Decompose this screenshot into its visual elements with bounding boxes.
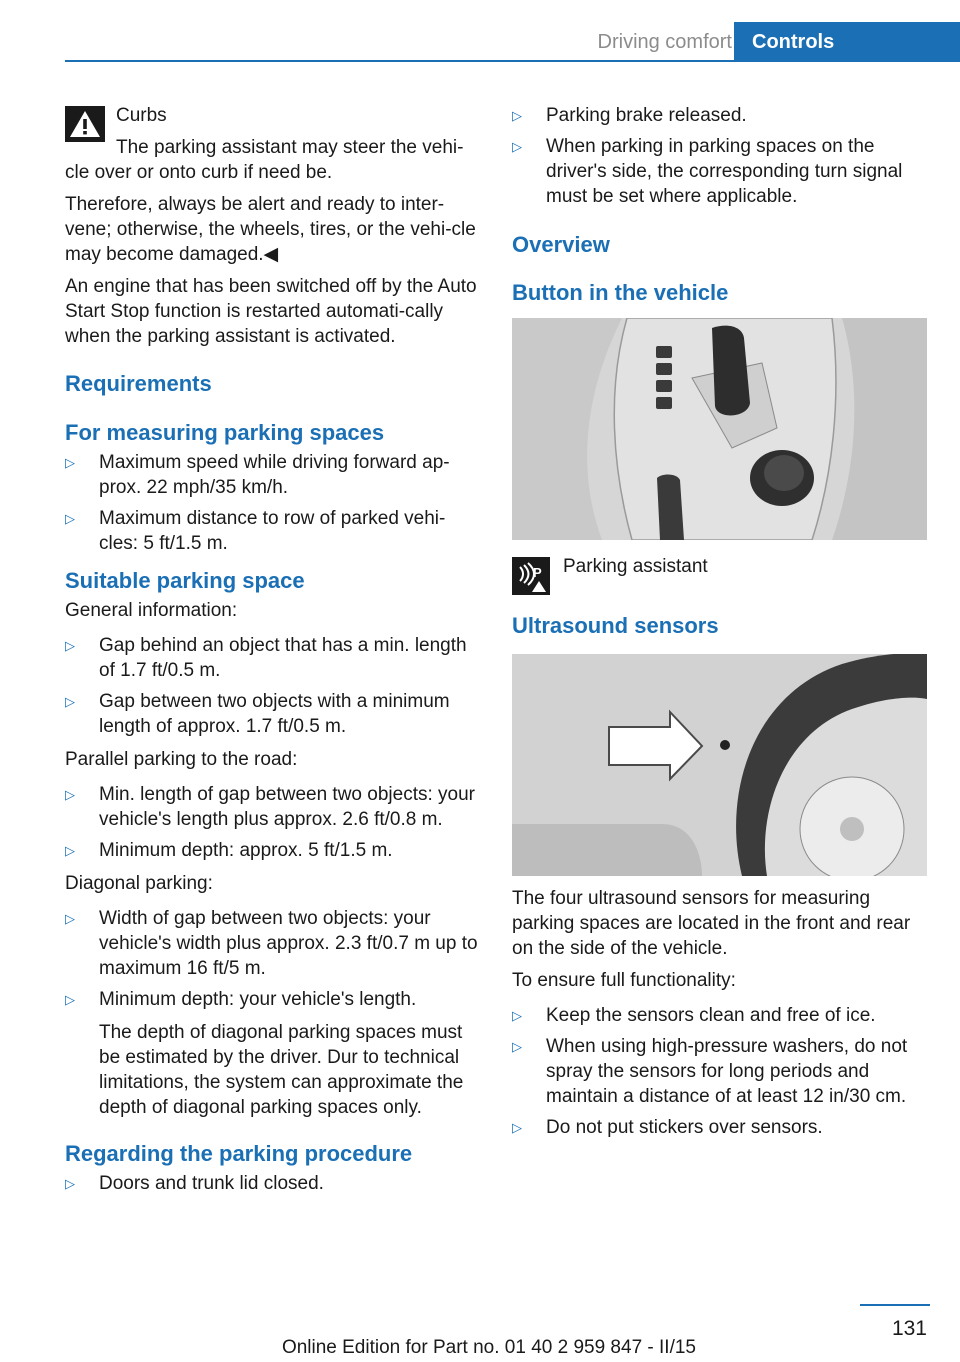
list-item: ▷ Minimum depth: your vehicle's length. The depth of diagonal parking spaces must be estimated by the driver. Dur to technical limitations, the system can approximate the depth of diagonal parking spaces only. [65,987,483,1120]
list-item: ▷ Gap between two objects with a minimum length of approx. 1.7 ft/0.5 m. [65,691,450,737]
list-item: ▷ Gap behind an object that has a min. length of 1.7 ft/0.5 m. [65,635,467,681]
triangle-bullet-icon: ▷ [512,139,522,154]
list-item: ▷ Min. length of gap between two objects: your vehicle's length plus approx. 2.6 ft/0.8 m. [65,784,476,830]
ultrasound-sensor-illustration [512,654,927,876]
header-chapter-tab: Controls [734,22,960,62]
header-section-title: Driving comfort [597,31,732,53]
heading-suitable-space: Suitable parking space [65,568,305,593]
triangle-bullet-icon: ▷ [65,843,75,858]
warning-paragraph-2: Therefore, always be alert and ready to inter-vene; otherwise, the wheels, tires, or the vehi-cle may become damaged.◀ [65,194,476,265]
triangle-bullet-icon: ▷ [65,638,75,653]
measuring-list [65,450,483,556]
warning-line1: The parking assistant may steer the vehi- [116,137,464,158]
triangle-bullet-icon: ▷ [65,787,75,802]
list-item: ▷ Maximum speed while driving forward ap-prox. 22 mph/35 km/h. [65,452,450,498]
diagonal-label: Diagonal parking: [65,873,213,894]
triangle-bullet-icon: ▷ [65,511,75,526]
list-item: ▷ Maximum distance to row of parked vehi-cles: 5 ft/1.5 m. [65,508,446,554]
general-list [65,633,483,739]
center-console-illustration [512,318,927,540]
ultrasound-paragraph: The four ultrasound sensors for measuring parking spaces are located in the front and rear on the side of the vehicle. [512,888,911,959]
heading-overview: Overview [512,232,610,257]
heading-requirements: Requirements [65,371,212,396]
list-item: ▷ When parking in parking spaces on the driver's side, the corresponding turn signal must be set where applicable. [512,136,903,207]
triangle-bullet-icon: ▷ [65,992,75,1007]
triangle-bullet-icon: ▷ [65,1176,75,1191]
heading-measuring-spaces: For measuring parking spaces [65,420,385,445]
triangle-bullet-icon: ▷ [65,455,75,470]
general-info-label: General information: [65,600,238,621]
heading-parking-procedure: Regarding the parking procedure [65,1141,413,1166]
procedure-list [65,1171,483,1196]
warning-text-cont: cle over or onto curb if need be. [65,162,333,183]
list-item: ▷ Doors and trunk lid closed. [65,1173,324,1194]
footer-rule [860,1304,930,1306]
list-item: ▷ Minimum depth: approx. 5 ft/1.5 m. [65,840,393,861]
page-header [65,0,960,62]
procedure-list-cont [512,103,930,209]
parking-assistant-icon [512,557,550,595]
triangle-bullet-icon: ▷ [65,694,75,709]
engine-paragraph: An engine that has been switched off by the Auto Start Stop function is restarted automati-cally when the parking assistant is activated. [65,276,477,347]
functionality-list [512,1003,930,1140]
diagonal-note: The depth of diagonal parking spaces must be estimated by the driver. Dur to technical limitations, the system can approximate the depth of diagonal parking spaces only. [99,1022,464,1118]
left-column [65,103,483,1204]
triangle-bullet-icon: ▷ [65,911,75,926]
parallel-list [65,782,483,863]
heading-button-in-vehicle: Button in the vehicle [512,280,729,305]
list-item: ▷ Keep the sensors clean and free of ice. [512,1005,876,1026]
triangle-bullet-icon: ▷ [512,108,522,123]
svg-text:P: P [533,565,542,580]
triangle-bullet-icon: ▷ [512,1039,522,1054]
warning-block [65,103,483,160]
right-column [512,103,930,1148]
triangle-bullet-icon: ▷ [512,1120,522,1135]
functionality-label: To ensure full functionality: [512,970,736,991]
heading-ultrasound-sensors: Ultrasound sensors [512,613,719,638]
caption-text: Parking assistant [563,556,708,577]
list-item: ▷ Parking brake released. [512,105,747,126]
list-item: ▷ Width of gap between two objects: your vehicle's width plus approx. 2.3 ft/0.7 m up to maximum 16 ft/5 m. [65,908,478,979]
diagonal-list [65,906,483,1120]
parallel-label: Parallel parking to the road: [65,749,298,770]
list-item: ▷ Do not put stickers over sensors. [512,1117,823,1138]
parking-assistant-caption [512,554,930,596]
page-number: 131 [891,1317,927,1340]
edition-note: Online Edition for Part no. 01 40 2 959 847 - II/15 [281,1337,696,1358]
warning-title: Curbs [116,105,167,126]
warning-triangle-icon [65,106,105,142]
triangle-bullet-icon: ▷ [512,1008,522,1023]
list-item: ▷ When using high-pressure washers, do not spray the sensors for long periods and maintain a distance of at least 12 in/30 cm. [512,1036,908,1107]
